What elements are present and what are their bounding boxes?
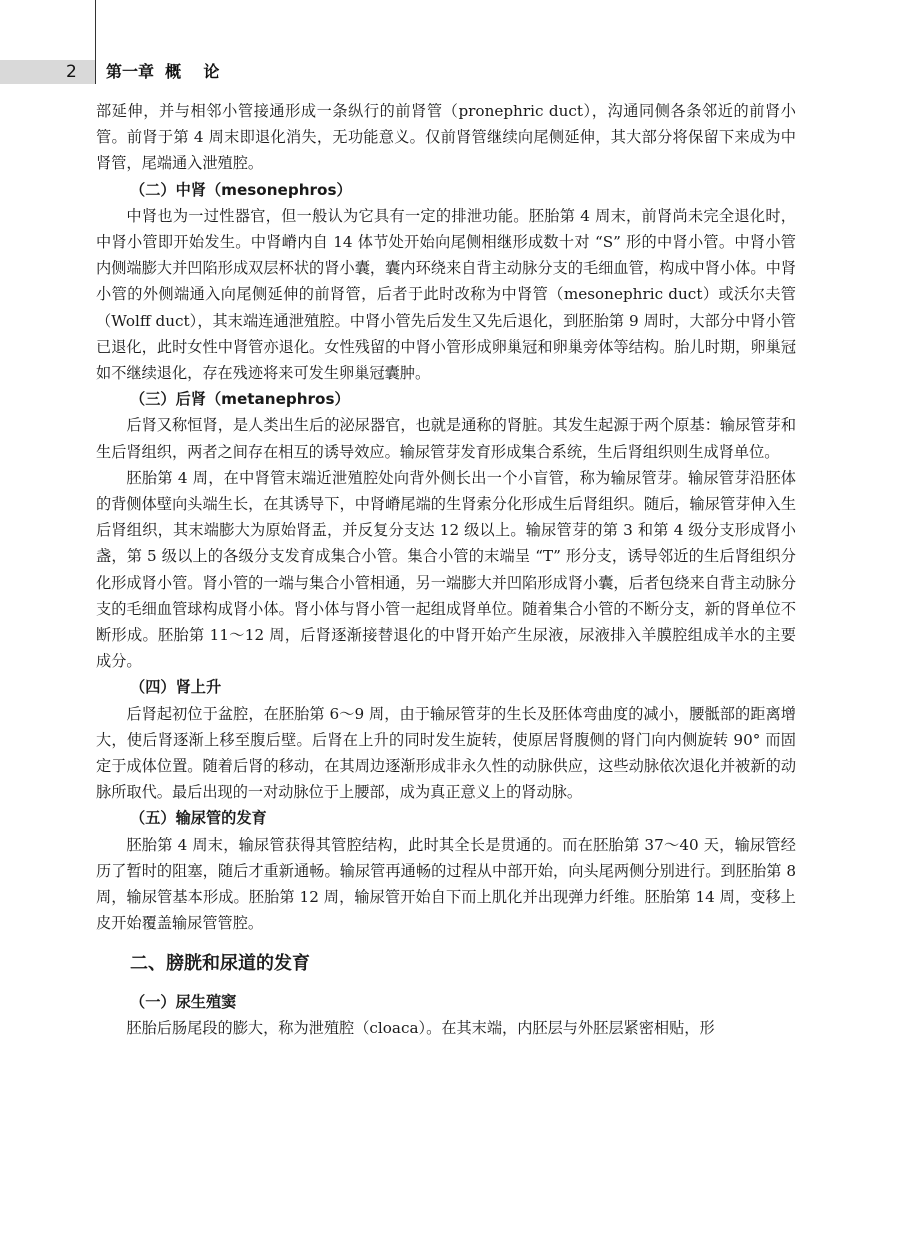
paragraph-mesonephros: 中肾也为一过性器官，但一般认为它具有一定的排泄功能。胚胎第 4 周末，前肾尚未完全退化时，中肾小管即开始发生。中肾嵴内自 14 体节处开始向尾侧相继形成数十对 “S” 形的中肾小管。中肾小管内侧端膨大并凹陷形成双层杯状的肾小囊，囊内环绕来自背主动脉分支的毛细血管，构成中肾小体。中肾小管的外侧端通入向尾侧延伸的前肾管，后者于此时改称为中肾管（mesonephric duct）或沃尔夫管（Wolff duct），其末端连通泄殖腔。中肾小管先后发生又先后退化，到胚胎第 9 周时，大部分中肾小管已退化，此时女性中肾管亦退化。女性残留的中肾小管形成卵巢冠和卵巢旁体等结构。胎儿时期，卵巢冠如不继续退化，存在残迹将来可发生卵巢冠囊肿。 [96,206,796,383]
header-divider-line [95,0,96,84]
paragraph-ureter-development: 胚胎第 4 周末，输尿管获得其管腔结构，此时其全长是贯通的。而在胚胎第 37～40 天，输尿管经历了暂时的阻塞，随后才重新通畅。输尿管再通畅的过程从中部开始，向头尾两侧分别进行。到胚胎第 8 周，输尿管基本形成。胚胎第 12 周，输尿管开始自下而上肌化并出现弹力纤维。胚胎第 14 周，变移上皮开始覆盖输尿管管腔。 [96,835,796,933]
paragraph-pronephros-continued: 部延伸，并与相邻小管接通形成一条纵行的前肾管（pronephric duct），沟通同侧各条邻近的前肾小管。前肾于第 4 周末即退化消失，无功能意义。仅前肾管继续向尾侧延伸，其大部分将保留下来成为中肾管，尾端通入泄殖腔。 [96,102,796,173]
page-number: 2 [66,62,77,82]
heading-metanephros: （三）后肾（metanephros） [130,390,350,409]
paragraph-metanephros-2: 胚胎第 4 周，在中肾管末端近泄殖腔处向背外侧长出一个小盲管，称为输尿管芽。输尿管芽沿胚体的背侧体壁向头端生长，在其诱导下，中肾嵴尾端的生肾索分化形成生后肾组织。随后，输尿管芽伸入生后肾组织，其末端膨大为原始肾盂，并反复分支达 12 级以上。输尿管芽的第 3 和第 4 级分支形成肾小盏，第 5 级以上的各级分支发育成集合小管。集合小管的末端呈 “T” 形分支，诱导邻近的生后肾组织分化形成肾小管。肾小管的一端与集合小管相通，另一端膨大并凹陷形成肾小囊，后者包绕来自背主动脉分支的毛细血管球构成肾小体。肾小体与肾小管一起组成肾单位。随着集合小管的不断分支，新的肾单位不断形成。胚胎第 11～12 周，后肾逐渐接替退化的中肾开始产生尿液，尿液排入羊膜腔组成羊水的主要成分。 [96,468,796,671]
heading-kidney-ascent: （四）肾上升 [130,678,222,697]
section-heading-bladder-urethra: 二、膀胱和尿道的发育 [130,952,310,974]
page-body [96,98,796,1041]
heading-ureter-development: （五）输尿管的发育 [130,809,267,828]
paragraph-kidney-ascent: 后肾起初位于盆腔，在胚胎第 6～9 周，由于输尿管芽的生长及胚体弯曲度的减小，腰骶部的距离增大，使后肾逐渐上移至腹后壁。后肾在上升的同时发生旋转，使原居肾腹侧的肾门向内侧旋转 90° 而固定于成体位置。随着后肾的移动，在其周边逐渐形成非永久性的动脉供应，这些动脉依次退化并被新的动脉所取代。最后出现的一对动脉位于上腰部，成为真正意义上的肾动脉。 [96,704,796,802]
chapter-title: 第一章 概 论 [106,62,220,81]
header-band [0,60,95,84]
heading-mesonephros: （二）中肾（mesonephros） [130,180,352,199]
paragraph-urogenital-sinus: 胚胎后肠尾段的膨大，称为泄殖腔（cloaca）。在其末端，内胚层与外胚层紧密相贴，形 [126,1018,715,1037]
paragraph-metanephros-1: 后肾又称恒肾，是人类出生后的泌尿器官，也就是通称的肾脏。其发生起源于两个原基：输尿管芽和生后肾组织，两者之间存在相互的诱导效应。输尿管芽发育形成集合系统，生后肾组织则生成肾单位。 [96,416,796,461]
heading-urogenital-sinus: （一）尿生殖窦 [130,992,237,1011]
